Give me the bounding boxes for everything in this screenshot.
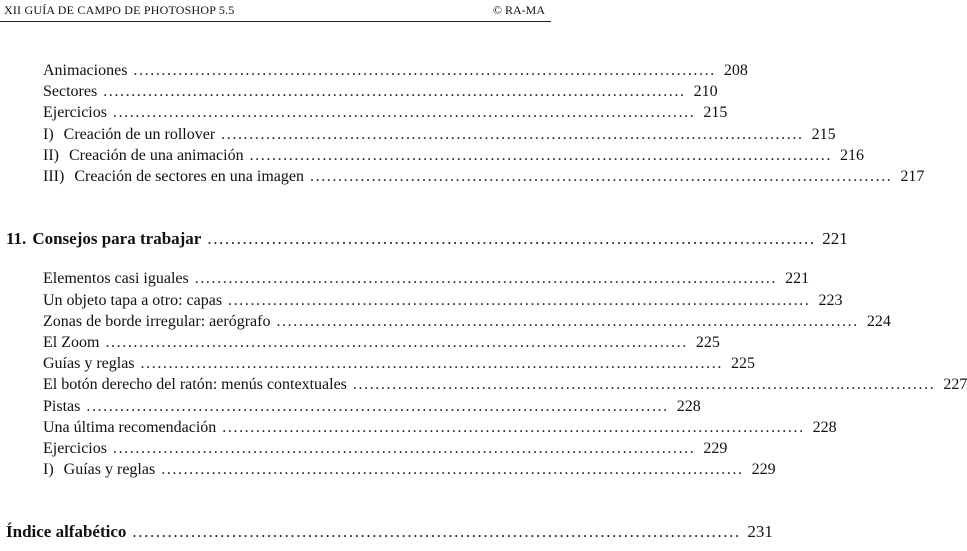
toc-entry-title: Un objeto tapa a otro: capas xyxy=(43,292,223,309)
toc-entry-page: 216 xyxy=(839,147,864,164)
toc-entry-page: 224 xyxy=(866,313,891,330)
toc-entry-page: 215 xyxy=(703,104,728,121)
leader-dots: ........................................................................................................ xyxy=(276,313,859,330)
toc-subentry xyxy=(43,166,925,187)
leader-dots: ........................................................................................................ xyxy=(132,522,741,541)
toc-entry xyxy=(43,290,843,311)
toc-entry-title: Zonas de borde irregular: aerógrafo xyxy=(43,313,271,330)
publisher-mark: © RA-MA xyxy=(492,3,545,17)
toc-entry xyxy=(43,396,701,417)
toc-entry-title: Elementos casi iguales xyxy=(43,270,189,287)
chapter-title: Consejos para trabajar xyxy=(32,229,202,248)
toc-entry-title: Creación de una animación xyxy=(68,147,244,164)
toc-entry xyxy=(43,438,728,459)
toc-entry-title: Ejercicios xyxy=(43,440,107,457)
toc-entry-page: 208 xyxy=(723,62,748,79)
toc-subentry-number: III) xyxy=(43,168,65,185)
toc-entry-page: 225 xyxy=(695,334,720,351)
toc-index-entry xyxy=(6,521,773,542)
toc-subentry xyxy=(43,124,836,145)
leader-dots: ........................................................................................................ xyxy=(249,147,832,164)
index-title: Índice alfabético xyxy=(6,522,127,541)
running-head: XII GUÍA DE CAMPO DE PHOTOSHOP 5.5 xyxy=(4,3,235,17)
chapter-number: 11. xyxy=(6,229,27,248)
toc-entry xyxy=(43,268,810,289)
leader-dots: ........................................................................................................ xyxy=(103,83,686,100)
toc-subentry-number: I) xyxy=(43,461,54,478)
leader-dots: ........................................................................................................ xyxy=(228,292,811,309)
toc-entry-title: Pistas xyxy=(43,398,81,415)
toc-entry-title: Guías y reglas xyxy=(43,355,135,372)
toc-entry xyxy=(43,417,837,438)
leader-dots: ........................................................................................................ xyxy=(105,334,688,351)
page-header xyxy=(0,0,551,22)
index-page: 231 xyxy=(747,522,773,541)
toc-entry-page: 227 xyxy=(943,376,967,393)
leader-dots: ........................................................................................................ xyxy=(133,62,716,79)
toc-entry-page: 215 xyxy=(811,126,836,143)
toc-entry xyxy=(43,332,720,353)
leader-dots: ........................................................................................................ xyxy=(207,229,816,248)
leader-dots: ........................................................................................................ xyxy=(194,270,778,287)
toc-entry-page: 217 xyxy=(900,168,925,185)
leader-dots: ........................................................................................................ xyxy=(112,104,696,121)
toc-entry-title: Ejercicios xyxy=(43,104,107,121)
toc-subentry xyxy=(43,145,864,166)
toc-entry xyxy=(43,102,728,123)
toc-entry-page: 229 xyxy=(751,461,776,478)
toc-entry-title: Creación de sectores en una imagen xyxy=(74,168,304,185)
toc-entry-title: Animaciones xyxy=(43,62,128,79)
toc-entry-page: 229 xyxy=(703,440,728,457)
toc-entry xyxy=(43,311,891,332)
toc-entry-page: 228 xyxy=(676,398,701,415)
toc-entry-page: 221 xyxy=(785,270,810,287)
toc-subentry-number: II) xyxy=(43,147,59,164)
toc-entry xyxy=(43,81,718,102)
toc-entry xyxy=(43,374,967,395)
leader-dots: ........................................................................................................ xyxy=(352,376,936,393)
toc-entry-title: Una última recomendación xyxy=(43,419,217,436)
toc-entry-page: 228 xyxy=(812,419,837,436)
toc-entry xyxy=(43,353,755,374)
toc-entry-title: Guías y reglas xyxy=(63,461,156,478)
leader-dots: ........................................................................................................ xyxy=(140,355,723,372)
leader-dots: ........................................................................................................ xyxy=(221,126,804,143)
toc-entry-title: Sectores xyxy=(43,83,98,100)
toc-entry-title: El botón derecho del ratón: menús contextuales xyxy=(43,376,347,393)
toc-chapter xyxy=(6,228,848,249)
toc-entry-title: Creación de un rollover xyxy=(63,126,216,143)
toc-subentry xyxy=(43,459,776,480)
leader-dots: ........................................................................................................ xyxy=(222,419,805,436)
toc-entry-page: 210 xyxy=(693,83,718,100)
toc-entry xyxy=(43,60,748,81)
toc-entry-page: 225 xyxy=(730,355,755,372)
leader-dots: ........................................................................................................ xyxy=(86,398,669,415)
leader-dots: ........................................................................................................ xyxy=(161,461,744,478)
toc-subentry-number: I) xyxy=(43,126,54,143)
chapter-page: 221 xyxy=(822,229,848,248)
leader-dots: ........................................................................................................ xyxy=(112,440,696,457)
leader-dots: ........................................................................................................ xyxy=(310,168,893,185)
toc-entry-page: 223 xyxy=(818,292,843,309)
toc-entry-title: El Zoom xyxy=(43,334,100,351)
